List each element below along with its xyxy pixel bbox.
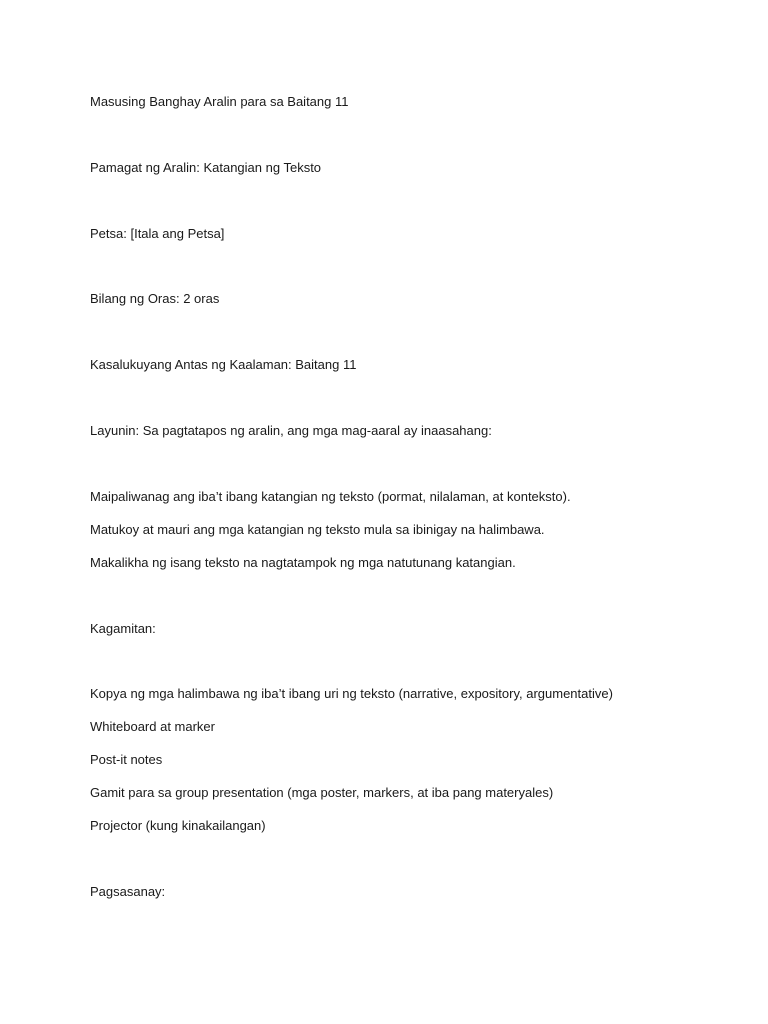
lesson-date: Petsa: [Itala ang Petsa] bbox=[90, 226, 225, 241]
materials-heading: Kagamitan: bbox=[90, 621, 156, 636]
document-title: Masusing Banghay Aralin para sa Baitang 11 bbox=[90, 94, 349, 109]
objective-item: Makalikha ng isang teksto na nagtatampok ng mga natutunang katangian. bbox=[90, 555, 516, 570]
practice-heading: Pagsasanay: bbox=[90, 884, 166, 899]
material-item: Whiteboard at marker bbox=[90, 719, 215, 734]
lesson-title: Pamagat ng Aralin: Katangian ng Teksto bbox=[90, 160, 322, 175]
objective-item: Matukoy at mauri ang mga katangian ng teksto mula sa ibinigay na halimbawa. bbox=[90, 522, 545, 537]
material-item: Projector (kung kinakailangan) bbox=[90, 818, 266, 833]
material-item: Post-it notes bbox=[90, 752, 163, 767]
lesson-hours: Bilang ng Oras: 2 oras bbox=[90, 291, 220, 306]
objective-item: Maipaliwanag ang iba’t ibang katangian ng teksto (pormat, nilalaman, at konteksto). bbox=[90, 489, 571, 504]
objectives-heading: Layunin: Sa pagtatapos ng aralin, ang mga mag-aaral ay inaasahang: bbox=[90, 423, 492, 438]
material-item: Kopya ng mga halimbawa ng iba’t ibang uri ng teksto (narrative, expository, argumentative) bbox=[90, 686, 613, 701]
current-level: Kasalukuyang Antas ng Kaalaman: Baitang 11 bbox=[90, 357, 357, 372]
material-item: Gamit para sa group presentation (mga poster, markers, at iba pang materyales) bbox=[90, 785, 554, 800]
